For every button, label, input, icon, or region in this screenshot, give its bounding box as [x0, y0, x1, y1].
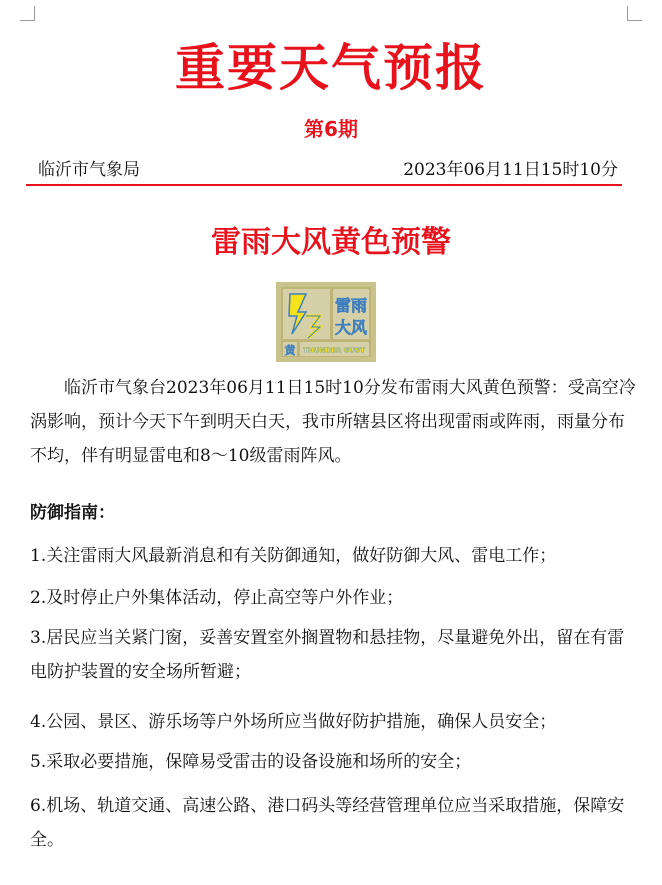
icon-english-label: THUNDER GUST	[303, 346, 365, 355]
guide-item-2: 2.及时停止户外集体活动，停止高空等户外作业；	[30, 588, 404, 608]
icon-chars-top: 雷雨	[334, 296, 368, 315]
issuer-name: 临沂市气象局	[38, 160, 140, 180]
issuer-row	[38, 155, 618, 179]
guide-item-3: 3.居民应当关紧门窗，妥善安置室外搁置物和悬挂物，尽量避免外出，留在有雷电防护装置的安全场所暂避；	[30, 628, 625, 682]
icon-level-char: 黄	[284, 344, 296, 357]
guide-heading: 防御指南：	[30, 503, 115, 523]
thunder-gust-yellow-warning-icon	[276, 282, 376, 362]
page-corner-mark-right	[627, 6, 642, 21]
page-corner-mark-left	[20, 6, 35, 21]
issue-number: 第6期	[304, 117, 358, 141]
guide-item-1: 1.关注雷雨大风最新消息和有关防御通知，做好防御大风、雷电工作；	[30, 546, 557, 566]
document-main-title: 重要天气预报	[175, 39, 487, 97]
warning-title: 雷雨大风黄色预警	[211, 225, 451, 260]
guide-item-5: 5.采取必要措施，保障易受雷击的设备设施和场所的安全；	[30, 752, 472, 772]
guide-item-4: 4.公园、景区、游乐场等户外场所应当做好防护措施，确保人员安全；	[30, 712, 557, 732]
icon-chars-bottom: 大风	[334, 318, 368, 337]
red-divider	[26, 184, 622, 186]
guide-item-6: 6.机场、轨道交通、高速公路、港口码头等经营管理单位应当采取措施，保障安全。	[30, 796, 625, 850]
warning-intro-paragraph: 临沂市气象台2023年06月11日15时10分发布雷雨大风黄色预警：受高空冷涡影响，预计今天下午到明天白天，我市所辖县区将出现雷雨或阵雨，雨量分布不均，伴有明显雷电和8～10级雷雨阵风。	[30, 378, 636, 466]
issue-datetime: 2023年06月11日15时10分	[403, 160, 618, 180]
